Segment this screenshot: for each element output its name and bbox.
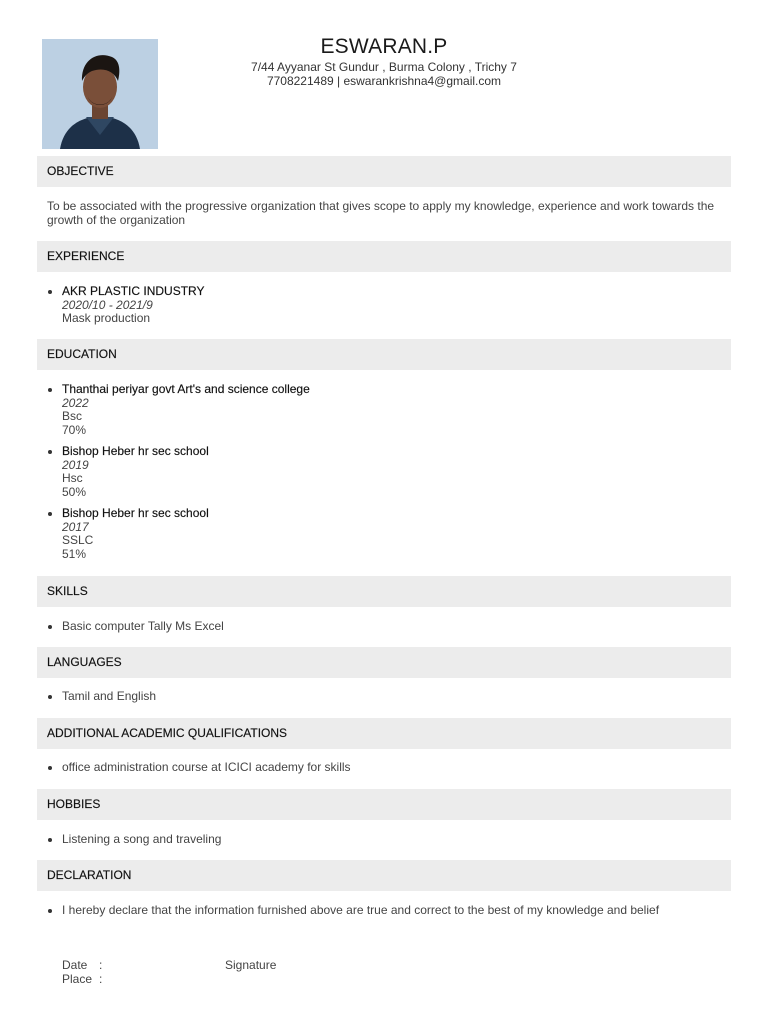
education-score: 70% (62, 422, 87, 437)
experience-list (47, 285, 731, 334)
phone-email: 7708221489 | eswarankrishna4@gmail.com (266, 74, 502, 88)
education-year: 2022 (62, 395, 89, 410)
education-degree: Bsc (62, 409, 83, 423)
section-heading-hobbies: HOBBIES (37, 789, 731, 820)
section-heading-objective: OBJECTIVE (37, 156, 731, 187)
address: 7/44 Ayyanar St Gundur , Burma Colony , Trichy 7 (251, 60, 517, 74)
education-score: 50% (62, 484, 87, 499)
date-separator: : (99, 958, 103, 972)
date-line (62, 958, 102, 972)
place-separator: : (99, 972, 103, 986)
resume-header (160, 34, 608, 88)
declaration-list (47, 904, 731, 926)
candidate-name: ESWARAN.P (320, 35, 448, 58)
section-heading-additional-qualifications: ADDITIONAL ACADEMIC QUALIFICATIONS (37, 718, 731, 749)
section-heading-languages: LANGUAGES (37, 647, 731, 678)
hobbies-list (47, 833, 731, 855)
institution-name: Bishop Heber hr sec school (62, 444, 209, 458)
education-item (47, 445, 731, 499)
job-detail: Mask production (62, 311, 151, 325)
signature-label: Signature (225, 958, 277, 972)
skills-list (47, 620, 731, 642)
education-year: 2019 (62, 457, 89, 472)
education-item (47, 383, 731, 437)
section-heading-skills: SKILLS (37, 576, 731, 607)
institution-name: Bishop Heber hr sec school (62, 506, 209, 520)
education-year: 2017 (62, 519, 89, 534)
employer-name: AKR PLASTIC INDUSTRY (62, 284, 205, 298)
date-place-block (62, 958, 102, 986)
language-item: Tamil and English (47, 690, 731, 704)
experience-item (47, 285, 731, 326)
education-degree: SSLC (62, 533, 94, 547)
qualification-item: office administration course at ICICI academy for skills (47, 761, 731, 775)
education-item (47, 507, 731, 561)
date-label: Date (62, 958, 88, 972)
education-list (47, 383, 731, 569)
skill-item: Basic computer Tally Ms Excel (47, 620, 731, 634)
institution-name: Thanthai periyar govt Art's and science college (62, 382, 310, 396)
section-heading-declaration: DECLARATION (37, 860, 731, 891)
place-label: Place (62, 972, 93, 986)
languages-list (47, 690, 731, 712)
additional-qualifications-list (47, 761, 731, 783)
education-score: 51% (62, 546, 87, 561)
place-line (62, 972, 102, 986)
profile-photo (42, 39, 158, 149)
declaration-item: I hereby declare that the information furnished above are true and correct to the best of my knowledge and belief (47, 904, 731, 918)
employment-dates: 2020/10 - 2021/9 (62, 297, 153, 312)
section-heading-education: EDUCATION (37, 339, 731, 370)
objective-text: To be associated with the progressive organization that gives scope to apply my knowledge, experience and work towards the growth of the organization (47, 199, 715, 227)
section-heading-experience: EXPERIENCE (37, 241, 731, 272)
hobby-item: Listening a song and traveling (47, 833, 731, 847)
education-degree: Hsc (62, 471, 83, 485)
